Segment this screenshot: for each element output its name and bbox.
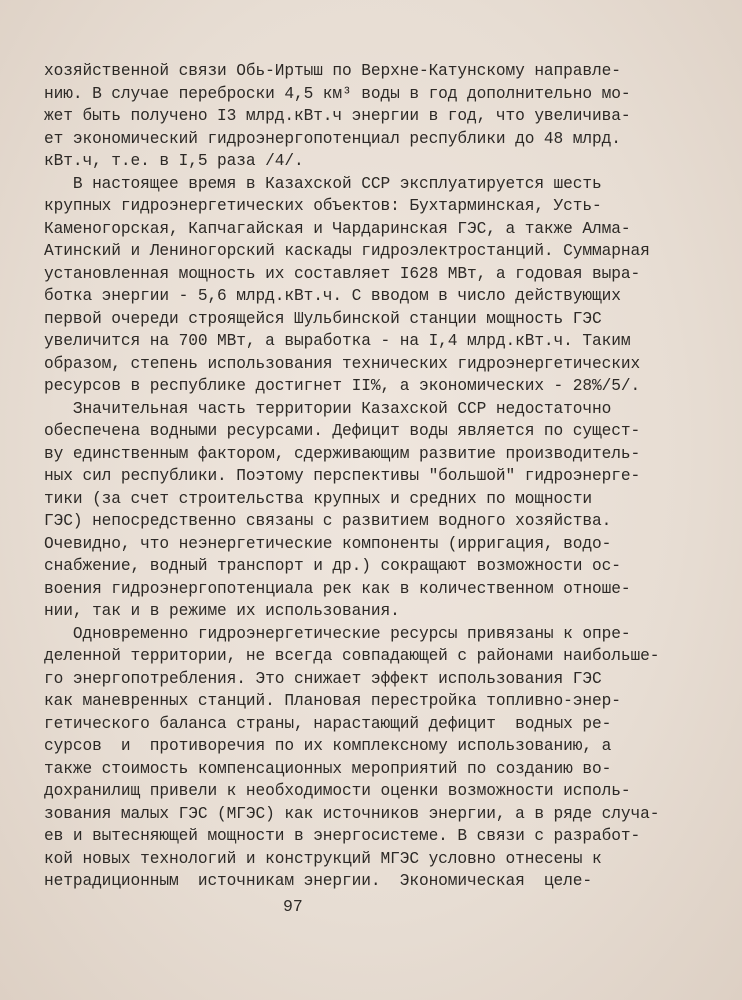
text-line: жет быть получено I3 млрд.кВт.ч энергии в год, что увеличива- [44,107,631,125]
text-line: Значительная часть территории Казахской ССР недостаточно [44,399,612,418]
text-line: нетрадиционным источникам энергии. Экономическая целе- [44,872,593,890]
text-line: го энергопотребления. Это снижает эффект использования ГЭС [44,669,602,688]
text-line: ев и вытесняющей мощности в энергосистеме. В связи с разработ- [44,827,641,845]
text-line: воения гидроэнергопотенциала рек как в количественном отноше- [44,579,631,598]
text-line: кой новых технологий и конструкций МГЭС условно отнесены к [44,849,602,868]
text-line: хозяйственной связи Обь-Иртыш по Верхне-Катунскому направле- [44,62,621,80]
text-line: обеспечена водными ресурсами. Дефицит воды является по сущест- [44,422,641,440]
text-line: зования малых ГЭС (МГЭС) как источников энергии, а в ряде случа- [44,804,660,823]
text-line: как маневренных станций. Плановая перестройка топливно-энер- [44,692,621,710]
text-line: ГЭС) непосредственно связаны с развитием водного хозяйства. [44,512,612,530]
body-text [44,60,714,893]
text-line: сурсов и противоречия по их комплексному использованию, а [44,737,612,755]
text-line: ботка энергии - 5,6 млрд.кВт.ч. С вводом в число действующих [44,287,621,305]
text-line: ресурсов в республике достигнет II%, а экономических - 28%/5/. [44,377,641,395]
text-line: дохранилищ привели к необходимости оценки возможности исполь- [44,782,631,800]
text-line: крупных гидроэнергетических объектов: Бухтарминская, Усть- [44,197,602,215]
text-line: образом, степень использования технических гидроэнергетических [44,354,641,373]
text-line: Каменогорская, Капчагайская и Чардаринская ГЭС, а также Алма- [44,219,631,238]
page-number: 97 [283,897,303,916]
text-line: нию. В случае переброски 4,5 км³ воды в год дополнительно мо- [44,84,631,103]
text-line: гетического баланса страны, нарастающий дефицит водных ре- [44,714,612,733]
text-line: кВт.ч, т.е. в I,5 раза /4/. [44,152,304,170]
text-line: нии, так и в режиме их использования. [44,602,400,620]
text-line: Атинский и Лениногорский каскады гидроэлектростанций. Суммарная [44,242,650,260]
text-line: В настоящее время в Казахской ССР эксплуатируется шесть [44,174,602,193]
text-line: деленной территории, не всегда совпадающей с районами наибольше- [44,647,660,665]
text-line: первой очереди строящейся Шульбинской станции мощность ГЭС [44,309,602,328]
text-line: снабжение, водный транспорт и др.) сокращают возможности ос- [44,557,621,575]
text-line: Очевидно, что неэнергетические компоненты (ирригация, водо- [44,534,612,553]
text-line: ет экономический гидроэнергопотенциал республики до 48 млрд. [44,129,621,148]
text-line: установленная мощность их составляет I628 МВт, а годовая выра- [44,264,641,283]
text-line: также стоимость компенсационных мероприятий по созданию во- [44,759,612,778]
text-line: ву единственным фактором, сдерживающим развитие производитель- [44,444,641,463]
text-line: Одновременно гидроэнергетические ресурсы привязаны к опре- [44,624,631,643]
text-line: тики (за счет строительства крупных и средних по мощности [44,489,593,508]
text-line: увеличится на 700 МВт, а выработка - на I,4 млрд.кВт.ч. Таким [44,332,631,350]
text-line: ных сил республики. Поэтому перспективы "большой" гидроэнерге- [44,467,641,485]
